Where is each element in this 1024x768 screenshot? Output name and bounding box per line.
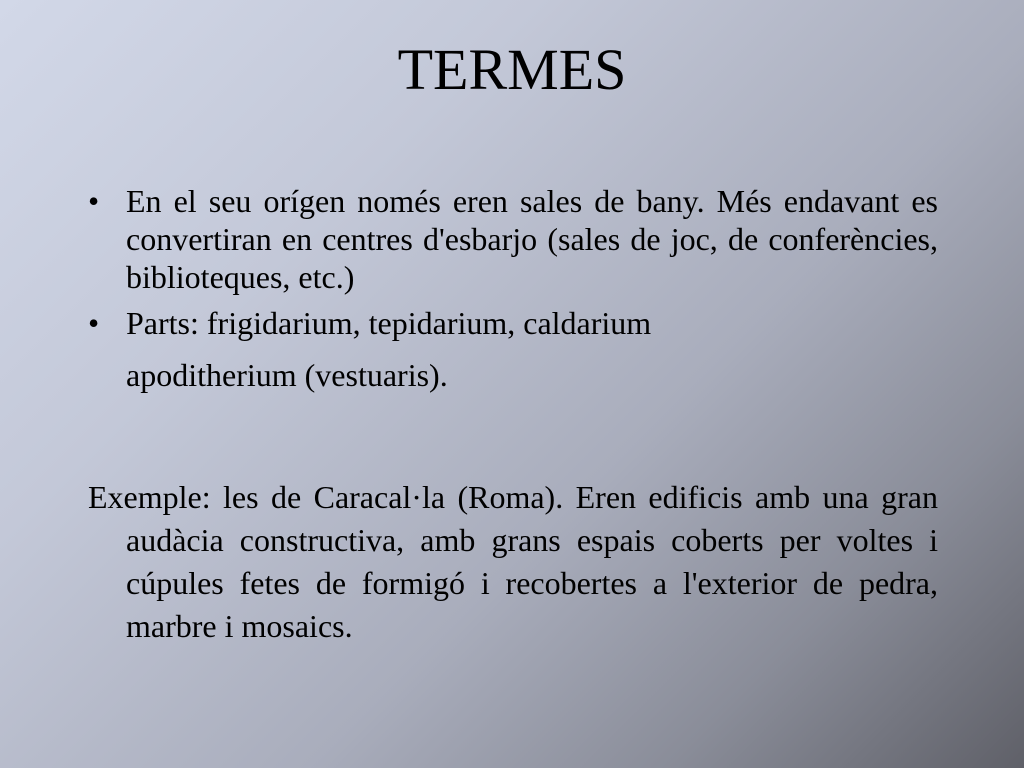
slide-title: TERMES: [397, 37, 627, 102]
bullet-list: [88, 182, 938, 402]
bullet-dot-icon: •: [88, 305, 100, 341]
bullet-text: En el seu orígen només eren sales de bany. Més endavant es convertiran en centres d'esbarjo (sales de joc, de conferències, biblioteques, etc.): [126, 183, 938, 295]
bullet-item-origin: [88, 182, 938, 296]
bullet-item-parts: [88, 304, 938, 394]
example-paragraph: Exemple: les de Caracal·la (Roma). Eren edificis amb una gran audàcia constructiva, amb grans espais coberts per voltes i cúpules fetes de formigó i recobertes a l'exterior de pedra, marbre i mosaics.: [88, 479, 938, 644]
bullet-continuation: apoditherium (vestuaris).: [126, 357, 448, 393]
bullet-dot-icon: •: [88, 183, 100, 219]
bullet-text: Parts: frigidarium, tepidarium, caldarium: [126, 305, 652, 341]
